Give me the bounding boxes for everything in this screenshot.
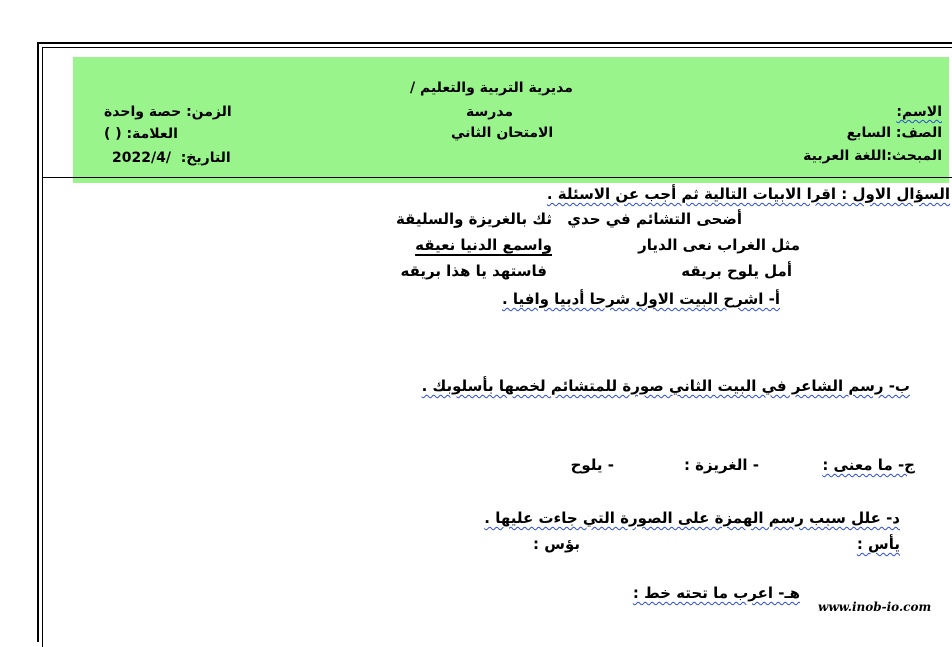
site-watermark: www.inob-io.com bbox=[818, 600, 932, 614]
exam-title: الامتحان الثاني bbox=[451, 125, 554, 141]
directorate-label: مديرية التربية والتعليم / bbox=[410, 80, 573, 96]
verse2-first-hemistich: مثل الغراب نعى الديار bbox=[638, 236, 800, 254]
verse1-second-hemistich: ثك بالغريزة والسليقة bbox=[395, 210, 552, 228]
mark-value: ( ) bbox=[104, 126, 122, 142]
verse3-second-hemistich: فاستهد يا هذا بريقه bbox=[400, 262, 547, 280]
item-c-label: ج- ما معنى : bbox=[822, 456, 915, 474]
mark-field: العلامة: ( ) bbox=[104, 126, 178, 142]
item-d: د- علل سبب رسم الهمزة على الصورة التي جاءت عليها . bbox=[484, 509, 900, 527]
grade-label: الصف: السابع bbox=[846, 125, 942, 141]
item-a: أ- اشرح البيت الاول شرحا أدبيا وافيا . bbox=[502, 290, 780, 308]
subject-label: المبحث:اللغة العربية bbox=[803, 148, 942, 164]
date-field: التاريخ: 2022/4/ bbox=[112, 150, 231, 166]
question1-title: السؤال الاول : اقرا الابيات التالية ثم أجب عن الاسئلة . bbox=[546, 185, 950, 203]
verse2-second-hemistich: واسمع الدنيا نعيقه bbox=[415, 236, 552, 254]
item-b: ب- رسم الشاعر في البيت الثاني صورة للمتشائم لخصها بأسلوبك . bbox=[421, 377, 910, 395]
header-separator bbox=[42, 177, 952, 178]
verse1-first-hemistich: أضحى التشائم في حدي bbox=[567, 210, 742, 228]
time-label: الزمن: حصة واحدة bbox=[104, 104, 232, 120]
school-label: مدرسة bbox=[466, 104, 514, 120]
item-e: هـ- اعرب ما تحته خط : bbox=[632, 584, 800, 602]
name-field-label: الاسم: bbox=[896, 104, 942, 120]
verse3-first-hemistich: أمل يلوح بريقه bbox=[681, 262, 792, 280]
item-d-word2: بؤس : bbox=[533, 535, 580, 553]
item-c-word2: - يلوح bbox=[570, 456, 614, 474]
item-c-word1: - الغريزة : bbox=[683, 456, 759, 474]
item-d-word1: يأس : bbox=[856, 535, 900, 553]
